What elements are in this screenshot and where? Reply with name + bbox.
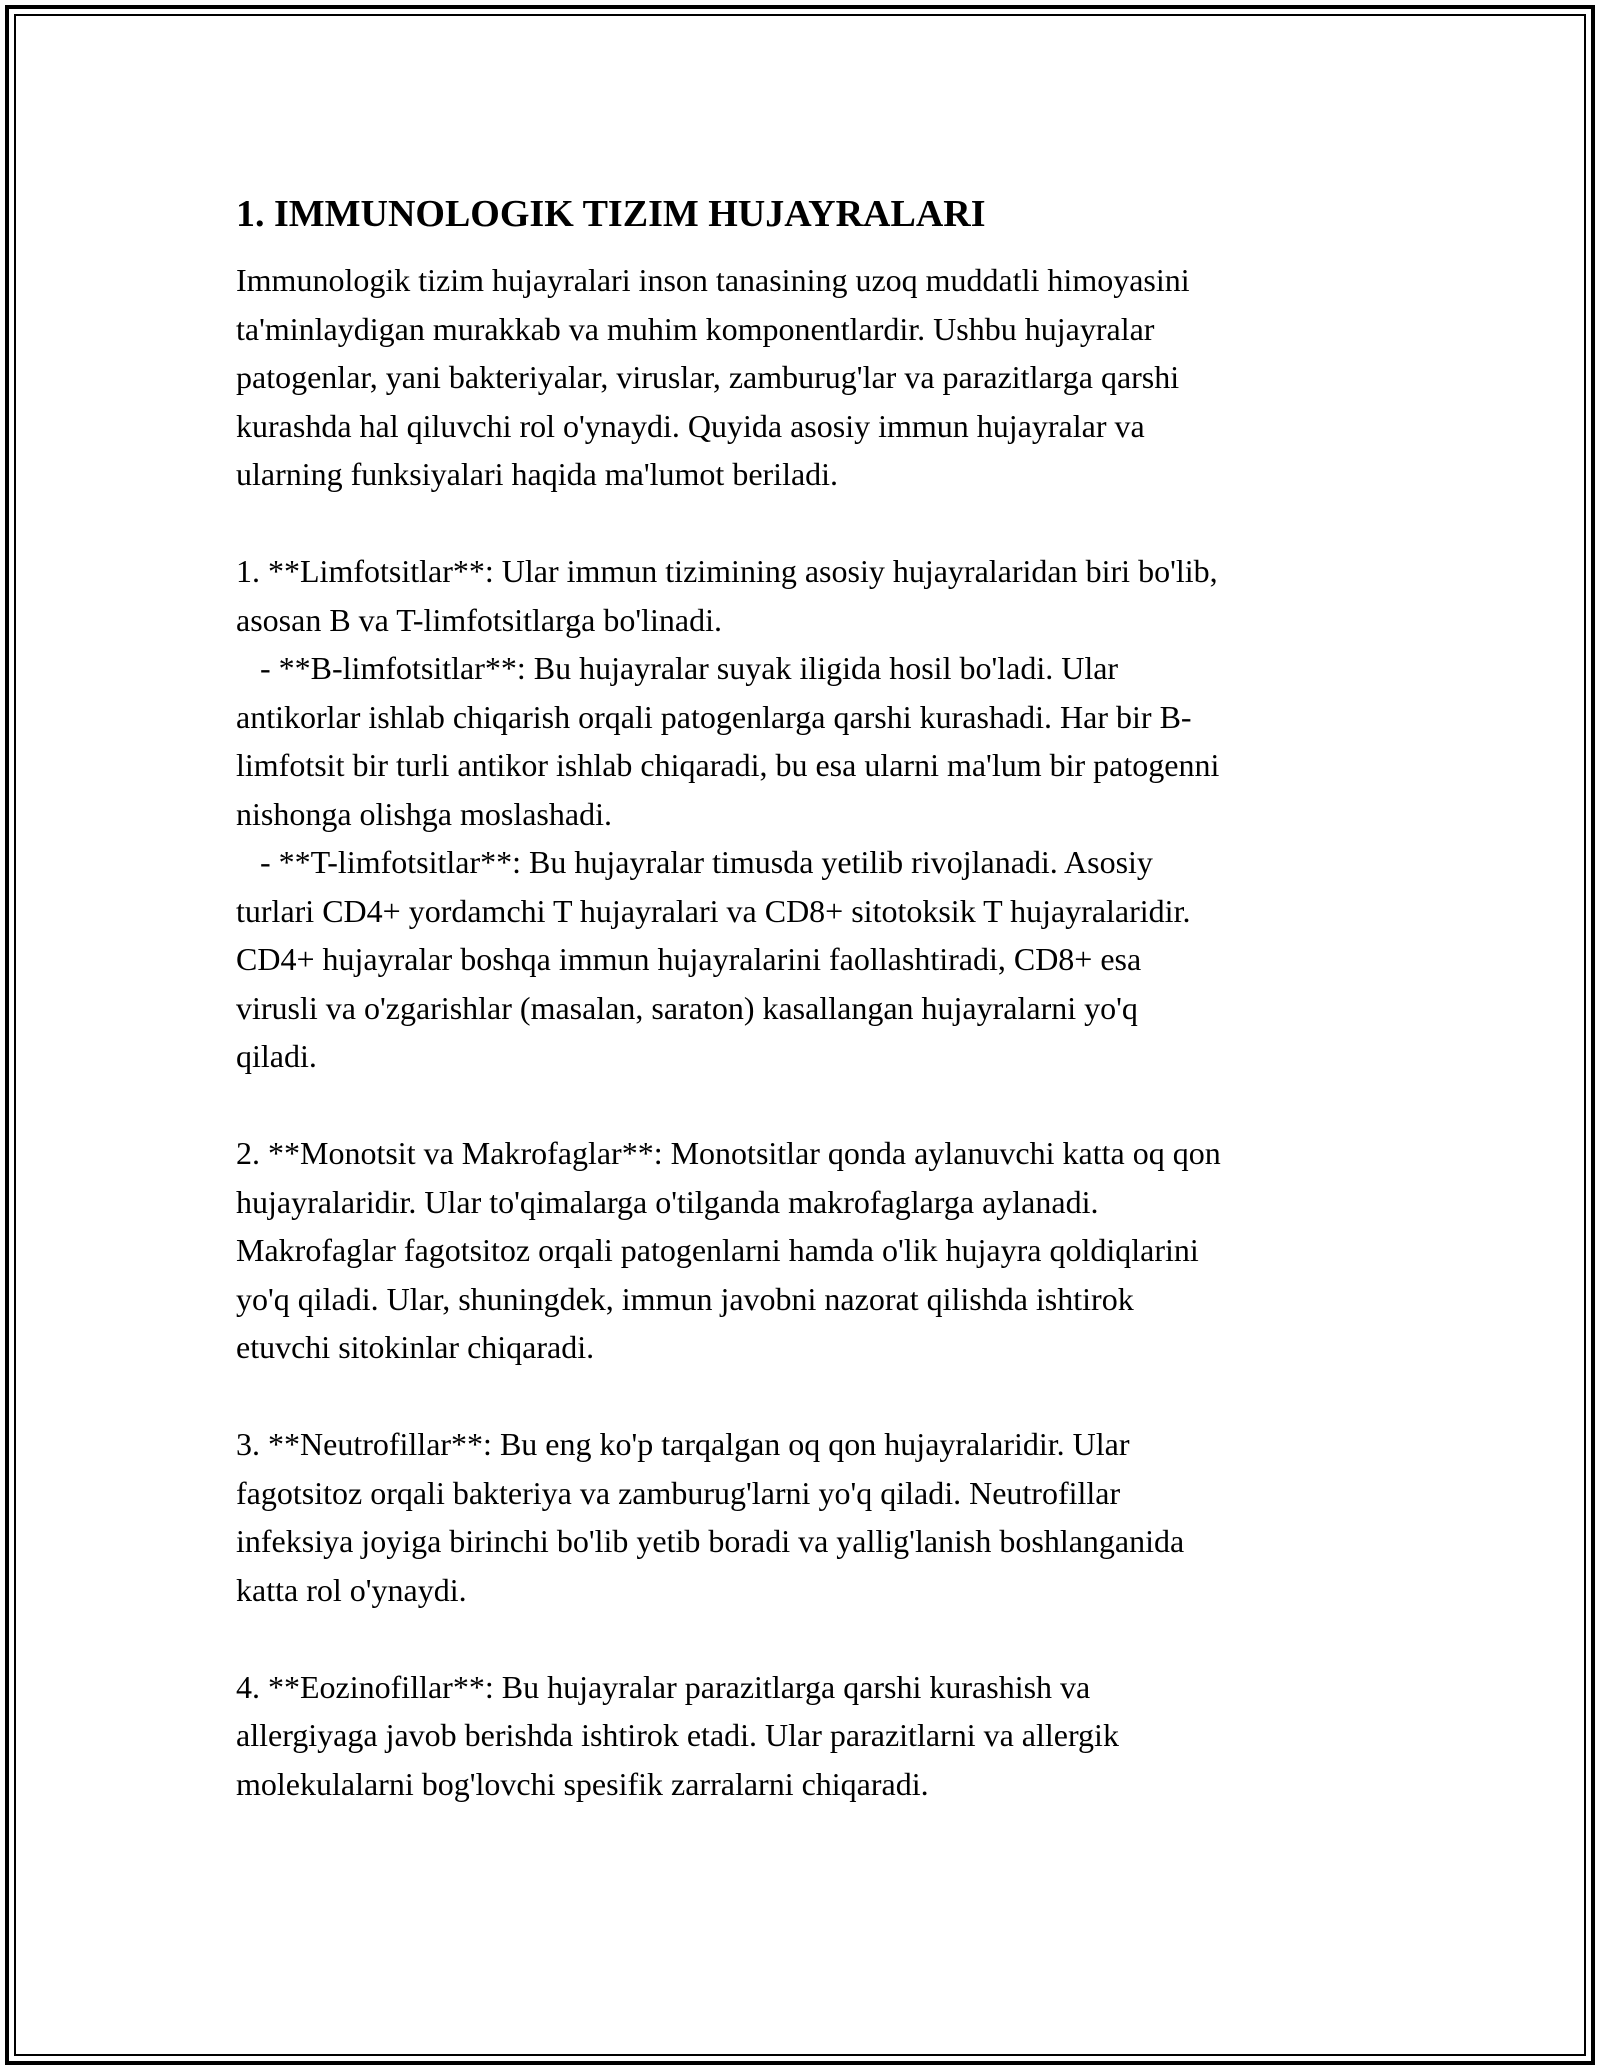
text-line: yo'q qiladi. Ular, shuningdek, immun javobni nazorat qilishda ishtirok <box>236 1280 1134 1317</box>
text-line: limfotsit bir turli antikor ishlab chiqaradi, bu esa ularni ma'lum bir patogenni <box>236 747 1220 783</box>
text-line: fagotsitoz orqali bakteriya va zamburug'larni yo'q qiladi. Neutrofillar <box>236 1474 1121 1511</box>
section-monotsit-makrofaglar <box>236 1129 1386 1372</box>
text-line: 2. **Monotsit va Makrofaglar**: Monotsitlar qonda aylanuvchi katta oq qon <box>236 1135 1221 1171</box>
paragraph-gap <box>236 499 1386 548</box>
text-line: virusli va o'zgarishlar (masalan, saraton) kasallangan hujayralarni yo'q <box>236 989 1138 1026</box>
text-line: qiladi. <box>236 1038 317 1074</box>
text-line: Makrofaglar fagotsitoz orqali patogenlarni hamda o'lik hujayra qoldiqlarini <box>236 1232 1199 1268</box>
text-line: ta'minlaydigan murakkab va muhim komponentlardir. Ushbu hujayralar <box>236 310 1155 347</box>
text-line: hujayralaridir. Ular to'qimalarga o'tilganda makrofaglarga aylanadi. <box>236 1183 1099 1220</box>
text-line: ularning funksiyalari haqida ma'lumot beriladi. <box>236 456 839 492</box>
text-line: 4. **Eozinofillar**: Bu hujayralar parazitlarga qarshi kurashish va <box>236 1668 1091 1705</box>
section-neutrofillar <box>236 1420 1386 1614</box>
document-body <box>236 186 1386 1808</box>
text-line: antikorlar ishlab chiqarish orqali patogenlarga qarshi kurashadi. Har bir B- <box>236 698 1192 735</box>
text-line: kurashda hal qiluvchi rol o'ynaydi. Quyida asosiy immun hujayralar va <box>236 407 1145 444</box>
text-line: molekulalarni bog'lovchi spesifik zarralarni chiqaradi. <box>236 1765 929 1802</box>
text-line: - **B-limfotsitlar**: Bu hujayralar suyak iligida hosil bo'ladi. Ular <box>236 650 1119 686</box>
text-line: 3. **Neutrofillar**: Bu eng ko'p tarqalgan oq qon hujayralaridir. Ular <box>236 1426 1130 1462</box>
text-line: nishonga olishga moslashadi. <box>236 795 612 832</box>
paragraph-gap <box>236 1372 1386 1421</box>
text-line: katta rol o'ynaydi. <box>236 1571 467 1608</box>
text-line: CD4+ hujayralar boshqa immun hujayralarini faollashtiradi, CD8+ esa <box>236 941 1142 977</box>
text-line: patogenlar, yani bakteriyalar, viruslar, zamburug'lar va parazitlarga qarshi <box>236 359 1180 395</box>
text-line: asosan B va T-limfotsitlarga bo'linadi. <box>236 601 723 638</box>
paragraph-gap <box>236 1081 1386 1130</box>
text-line: infeksiya joyiga birinchi bo'lib yetib boradi va yallig'lanish boshlanganida <box>236 1523 1185 1559</box>
text-line: allergiyaga javob berishda ishtirok etadi. Ular parazitlarni va allergik <box>236 1717 1119 1753</box>
text-line: 1. **Limfotsitlar**: Ular immun tizimining asosiy hujayralaridan biri bo'lib, <box>236 553 1218 589</box>
paragraph-gap <box>236 1614 1386 1663</box>
text-line: - **T-limfotsitlar**: Bu hujayralar timusda yetilib rivojlanadi. Asosiy <box>236 844 1153 880</box>
intro-paragraph <box>236 256 1386 499</box>
text-line: Immunologik tizim hujayralari inson tanasining uzoq muddatli himoyasini <box>236 262 1190 298</box>
document-title: 1. IMMUNOLOGIK TIZIM HUJAYRALARI <box>236 193 986 235</box>
section-limfotsitlar <box>236 547 1386 1081</box>
text-line: turlari CD4+ yordamchi T hujayralari va CD8+ sitotoksik T hujayralaridir. <box>236 892 1191 929</box>
text-line: etuvchi sitokinlar chiqaradi. <box>236 1329 595 1365</box>
section-eozinofillar <box>236 1663 1386 1809</box>
